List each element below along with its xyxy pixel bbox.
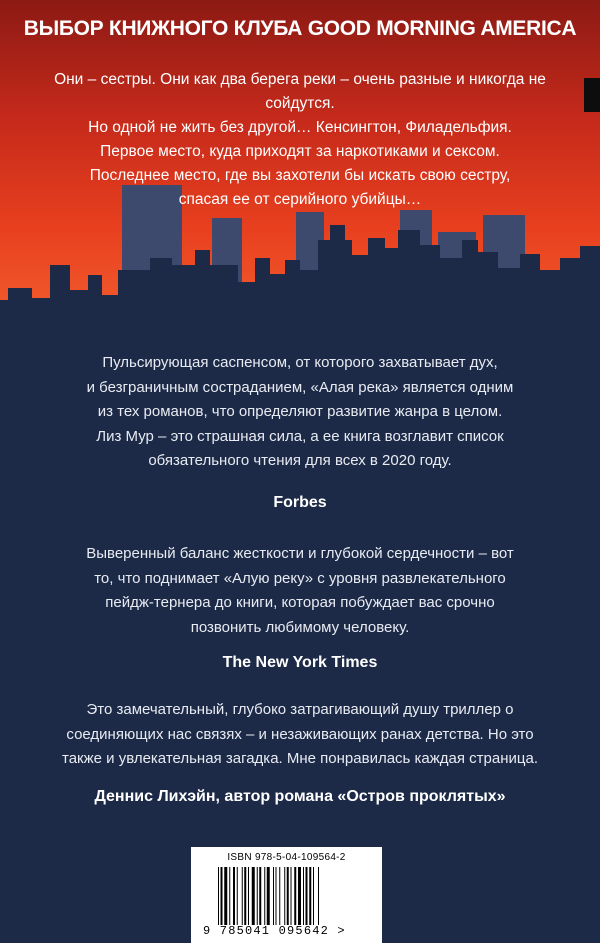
- review-line: соединяющих нас связях – и незаживающих ранах детства. Но это: [66, 725, 534, 743]
- isbn-text: ISBN 978-5-04-109564-2: [227, 852, 346, 863]
- barcode-icon: [218, 867, 358, 925]
- blurb-line: Но одной не жить без другой… Кенсингтон, Филадельфия.: [88, 119, 512, 136]
- blurb-line: спасая ее от серийного убийцы…: [178, 191, 422, 208]
- review-line: также и увлекательная загадка. Мне понравилась каждая страница.: [62, 750, 538, 767]
- spine-edge: [584, 78, 600, 112]
- blurb-line: Последнее место, где вы захотели бы искать свою сестру,: [89, 167, 511, 184]
- review-quote: [30, 698, 570, 772]
- book-club-title: ВЫБОР КНИЖНОГО КЛУБА GOOD MORNING AMERICA: [23, 17, 577, 40]
- review-line: обязательного чтения для всех в 2020 году.: [148, 452, 452, 469]
- review-line: и безграничным состраданием, «Алая река» является одним: [86, 378, 514, 396]
- review-line: Пульсирующая саспенсом, от которого захватывает дух,: [102, 354, 498, 371]
- review-line: Выверенный баланс жесткости и глубокой сердечности – вот: [86, 545, 514, 562]
- review-line: позвонить любимому человеку.: [190, 618, 410, 636]
- review-source: The New York Times: [222, 654, 378, 671]
- barcode-digits: 9 785041 095642 >: [203, 924, 346, 938]
- teaser-blurb: [30, 68, 570, 212]
- review-line: то, что поднимает «Алую реку» с уровня развлекательного: [94, 569, 506, 587]
- blurb-line: Первое место, куда приходят за наркотиками и сексом.: [100, 143, 500, 160]
- review-line: пейдж-тернера до книги, которая побуждает вас срочно: [105, 594, 495, 611]
- review-source: Деннис Лихэйн, автор романа «Остров проклятых»: [94, 788, 506, 805]
- blurb-line: Они – сестры. Они как два берега реки – очень разные и никогда не сойдутся.: [54, 71, 546, 112]
- review-quote: [40, 351, 560, 474]
- review-line: из тех романов, что определяют развитие жанра в целом.: [97, 403, 503, 420]
- review-line: Это замечательный, глубоко затрагивающий душу триллер о: [86, 701, 514, 718]
- barcode-label: [191, 847, 382, 943]
- review-quote: [40, 542, 560, 640]
- review-line: Лиз Мур – это страшная сила, а ее книга возглавит список: [96, 427, 504, 445]
- review-source: Forbes: [273, 494, 327, 511]
